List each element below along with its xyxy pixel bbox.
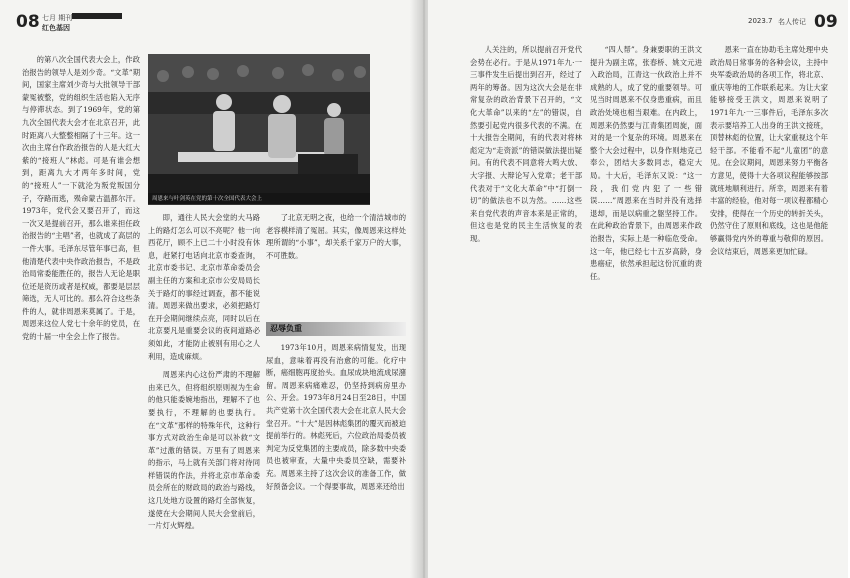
left-column-label: 红色基因 — [42, 24, 70, 32]
right-column-2 — [590, 44, 702, 568]
photo-caption: 周恩来与叶剑英在党的第十次全国代表大会上 — [148, 193, 370, 205]
right-issue-date: 2023.7 — [748, 17, 773, 25]
left-column-1 — [22, 54, 140, 566]
right-col1-text: 人关注的，所以提前召开党代会势在必行。于是从1971年九·一三事件发生后提出到召开，经过了两年的筹备。因为这次大会是在非常复杂的政治背景下召开的，“文化大革命”以来的“左”的错误，自然要引起党内很多代表的不满。在十大报告全期间，有的代表对将林彪定为“走资派”的错误做法提出疑问。有的代表不同意将大鸣大放、大字报、大辩论写入党章；老干部代表对于“文化大革命”中“打倒一切”的做法也不以为然。……这些来自党代表的声音本来是正常的，但这也是党的民主生活恢复的表现。 — [470, 45, 582, 243]
right-col2-text: “四人帮”。身兼要职的王洪文提升为副主席，张春桥、姚文元进入政治局，江青这一伙政治上并不成熟的人，成了党的重要领导。可见当时周恩来不仅身患重病，而且政治处境也相当艰难。在内政上，周恩来仍然要与江青集团周旋，面对的是一个复杂的环境。周恩来在整个大会过程中，以身作则地克己奉公，团结大多数同志，稳定大局。十大后，毛泽东又说：“这一段，我们党内犯了一些错误……”周恩来在当时并没有选择退却，而是以病重之躯坚持工作。在此种政治背景下，由周恩来作政治报告，实际上是一种临危受命。这一年，他已经七十五岁高龄，身患癌症，依然承担起这份沉重的责任。 — [590, 45, 702, 281]
left-column-3 — [266, 212, 406, 316]
left-column-2 — [148, 212, 260, 568]
left-col3-bottom-text: 1973年10月，周恩来病情复发，出现尿血，意味着再没有治愈的可能。化疗中断，癌细胞再度抬头。血尿成块地流成尿潴留。周恩来病痛难忍，仍坚持到病房里办公、开会。1973年8月24日至28日，中国共产党第十次全国代表大会在北京人民大会堂召开。“十大”是因林彪集团的覆灭而被迫提前举行的。林彪死后，六位政治局委员被判定为反党集团的主要成员，除多数中央委员也被审查，大量中央委员空缺，需要补充。周恩来主持了这次会议的准备工作，做好预备会议。一个得要事故，周恩来还给出 — [266, 343, 406, 491]
right-header — [448, 10, 838, 36]
right-page-number: 09 — [814, 12, 838, 32]
meeting-photo-image — [148, 54, 370, 204]
left-issue-label: 七月 期刊 — [42, 14, 73, 22]
right-page — [428, 0, 848, 578]
right-column-label: 名人传记 — [778, 18, 806, 26]
left-col2-bottom-text: 周恩来内心这份严肃的不理解由来已久，但将组织原则视为生命的他只能委婉地指出，理解不了也要执行，不理解的也要执行。在“文革”那样的特殊年代，这种行事方式对政治生命是可以补救“文革”过激的错误。万里有了周恩来的指示，马上就有关部门将对待同样错误的作法，并将北京市革命委员会所在的财政局的政治与路线，这几处地方设置的路灯全部恢复，遂使在大会期间人民大会堂前后，一片灯火辉煌。 — [148, 370, 260, 531]
left-col3-top-text: 了北京无明之夜，也给一个清洁城市的老容模样清了冤屈。其实，像周恩来这样处理所谓的“小事”，却关系千家万户的大事，不可胜数。 — [266, 213, 406, 260]
left-page-number: 08 — [16, 12, 40, 32]
section-heading — [266, 322, 406, 336]
left-page — [0, 0, 420, 578]
right-column-3 — [710, 44, 828, 568]
left-header-bar — [72, 13, 122, 19]
left-header — [16, 10, 406, 36]
right-col3-text: 恩来一直在协助毛主席处理中央政治局日常事务的各种会议，主持中央军委政治局的各项工作，将北京、重庆等地的工作联系起来。为让大家能够接受王洪文，周恩来说明了1971年九·一三事件后，毛泽东多次表示要培养工人出身的王洪文接班，顶替林彪的位置，让大家重视这个年轻干部。不能看不起“儿童团”的意见。在会议期间，周恩来努力平衡各方意见，使得十大各项议程能够按部就班地顺利进行。所幸，周恩来有着丰富的经验，他对每一项议程都精心安排，使得在一个历史的转折关头，仍然守住了原则和底线，这也是他能够赢得党内外的尊重与敬仰的原因。会议结束后，周恩来更加忙碌。 — [710, 45, 828, 256]
left-col2-top-text: 即，通往人民大会堂的大马路上的路灯怎么可以不亮呢？他一向西花厅，顾不上已二十小时没有休息，赶紧打电话向北京市委查询，北京市委书记、北京市革命委员会副主任的方案和北京市公安局局长关于路灯的事经过调查，都不能说清。周恩来做出要求，必须把路灯在开会期间继续点亮，同时以后在北京要凡是重要会议的夜间道路必须如此，才能防止被别有用心之人利用，造成麻烦。 — [148, 213, 260, 361]
left-column-3-lower — [266, 342, 406, 568]
right-column-1 — [470, 44, 582, 568]
left-col1-text: 的第八次全国代表大会上，作政治报告的领导人是刘少奇。“文革”期间，国家主席刘少奇与大批领导干部蒙冤被整，党的组织生活也陷入无序与停滞状态。到了1969年，党的第九次全国代表大会才在北京召开，此时距离八大整整相隔了十三年。这一次由主席台作政治报告的人是大红大紫的“接班人”林彪。可是有谁会想到，距离九大才两年多时间，党的“接班人”一下就沦为叛党叛国分子，夺路而逃，殒命蒙古温都尔汗。1973年，党代会又要召开了，而这一次又是提前召开，那么谁来担任政治报告的“主唱”者，也就成了高层的一件大事。毛泽东尽管年事已高，但他清楚代表中央作政治报告，不是政治局常委能胜任的，报告人无论是职位还是资历或者是权威，都要是层层筛选，无人可比的。那么符合这些条件的人，就非周恩来莫属了。于是，周恩来这位人党七十余年的党员，在党的十届一中全会上作了报告。 — [22, 55, 140, 342]
section-title: 忍辱负重 — [270, 324, 302, 333]
photo — [148, 54, 370, 204]
